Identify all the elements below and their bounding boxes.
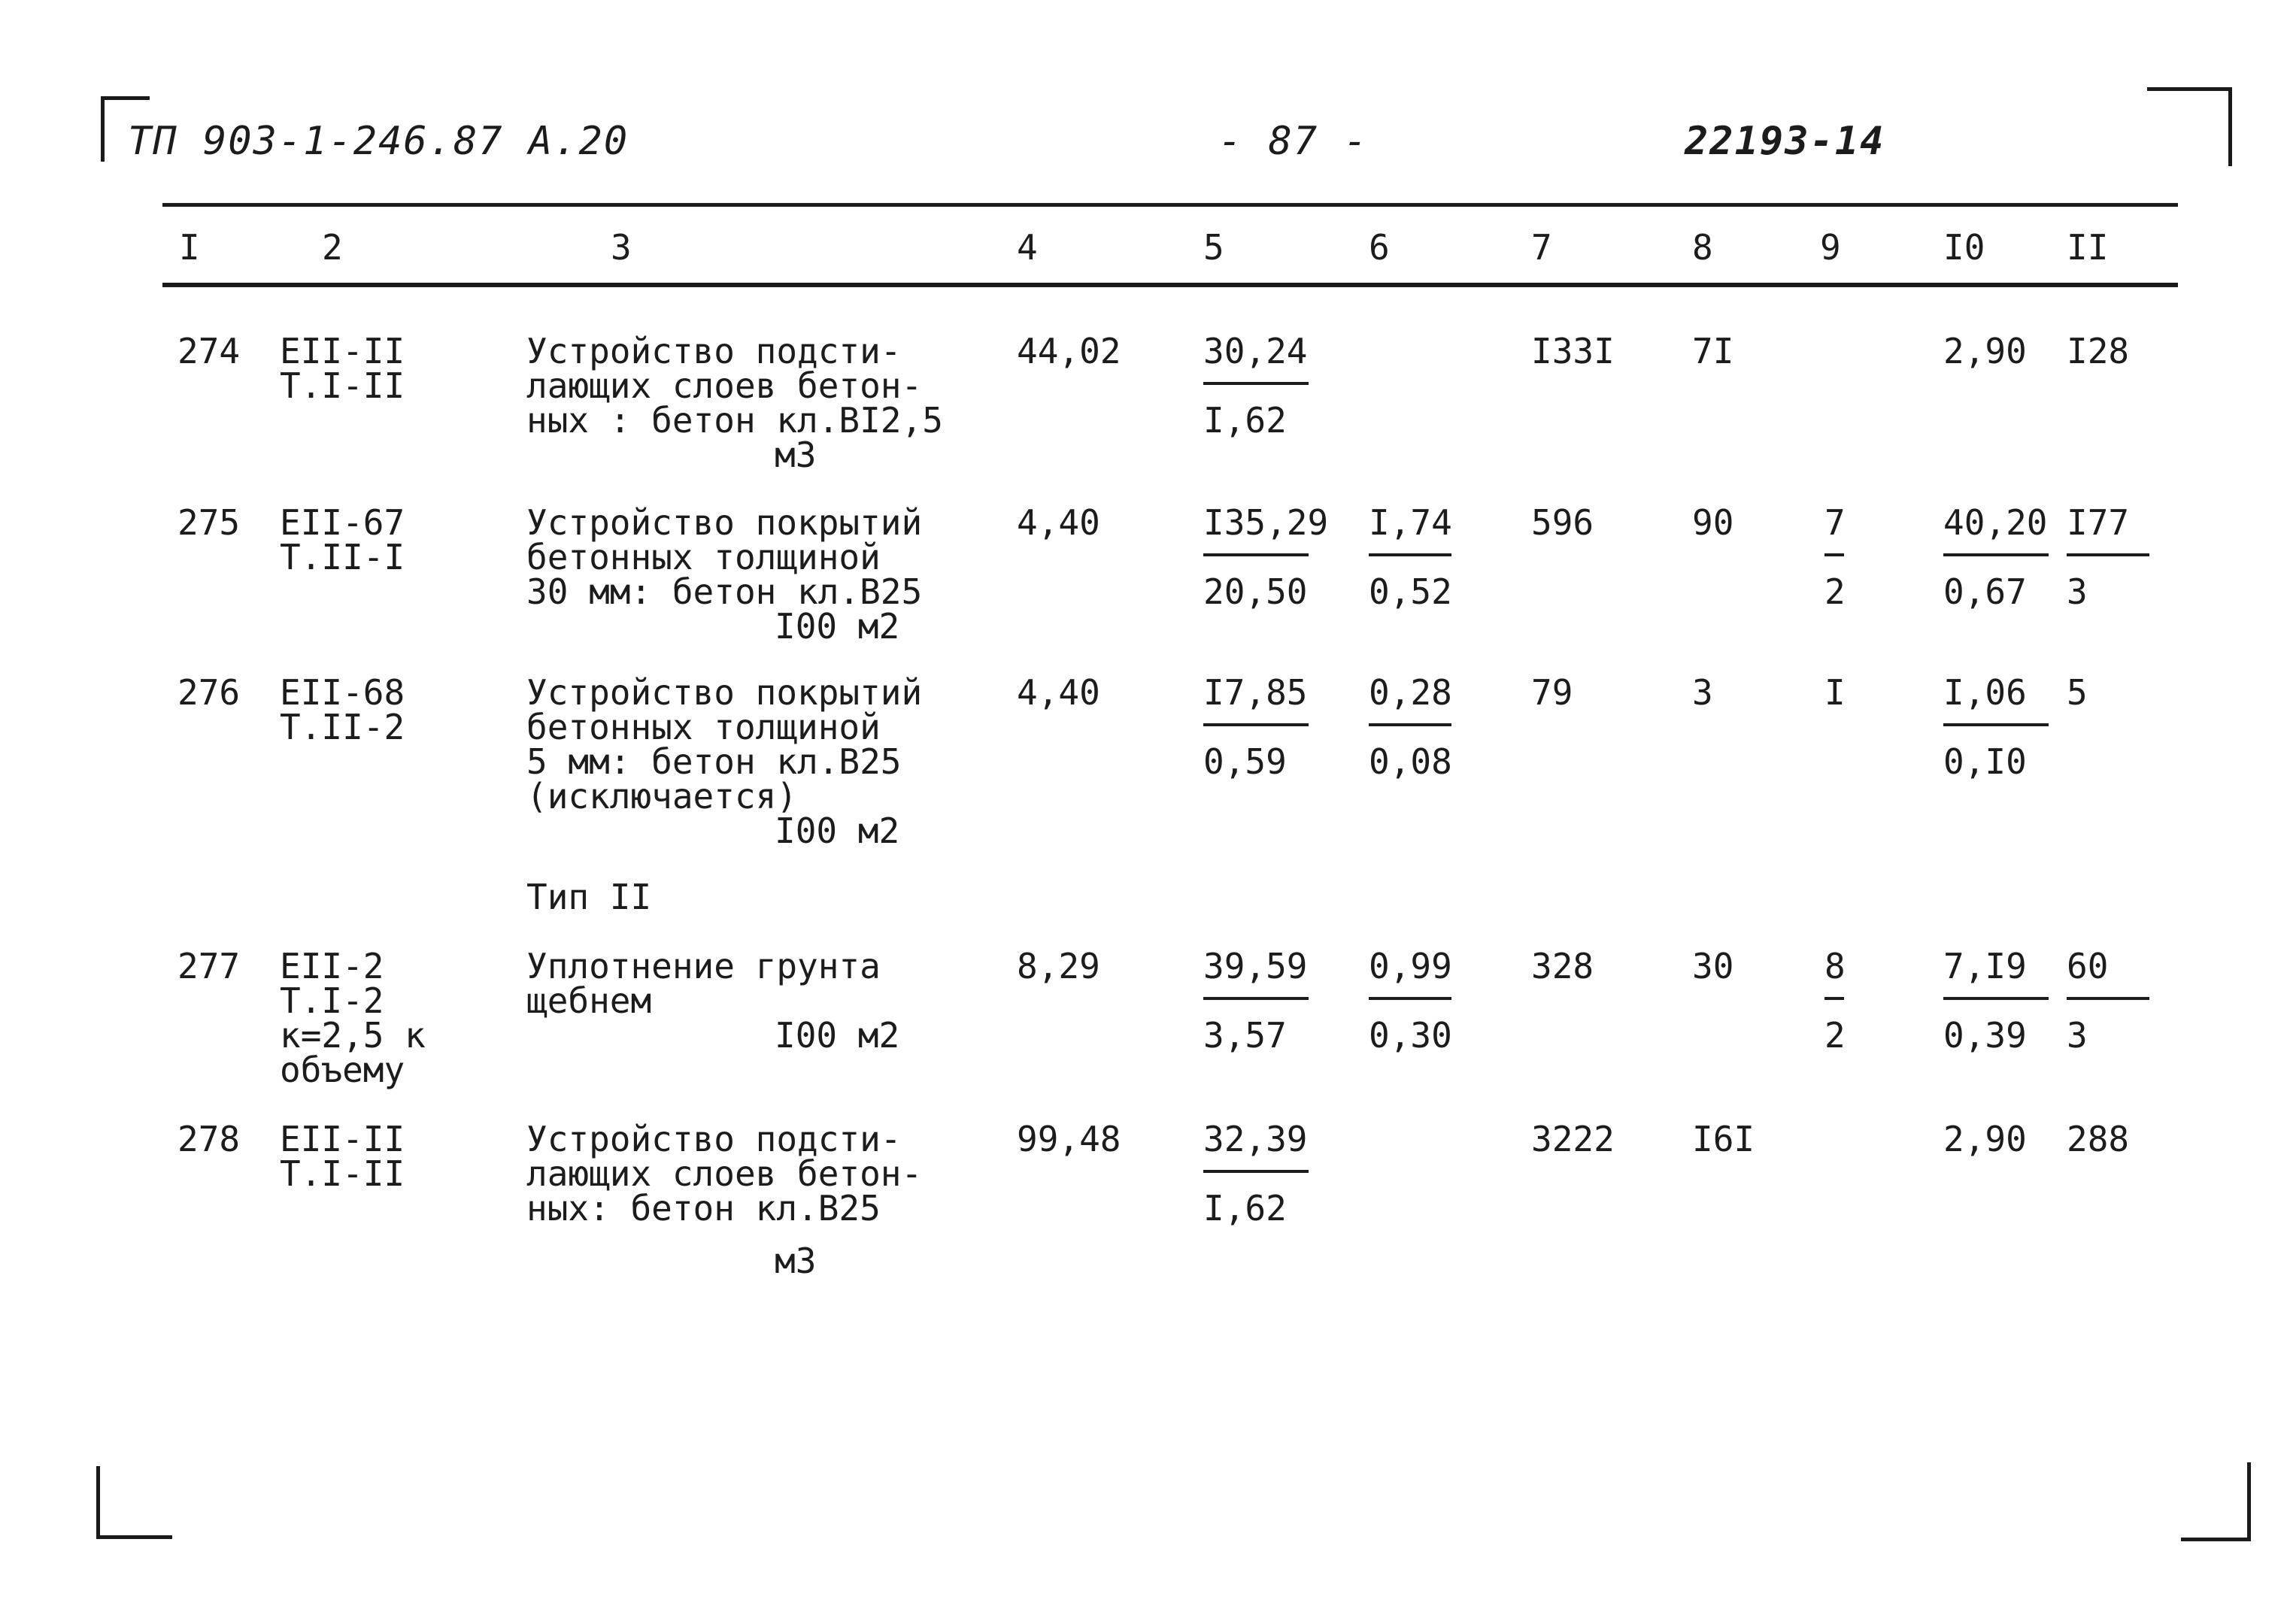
work-description: ных: бетон кл.В25 [526,1188,881,1229]
unit-label: I00 м2 [775,810,900,851]
labor-total-top: 5 [2067,672,2088,713]
corner-mark-top-right [2147,87,2232,166]
column-header: 8 [1692,227,1713,268]
machine-cost-fraction-line [1369,723,1451,726]
operation-cost-top: I [1824,672,1846,713]
quantity-value: 99,48 [1017,1119,1121,1159]
document-number: 22193-14 [1685,119,1885,164]
work-description: Устройство подсти- [526,331,902,371]
column-header: 3 [611,227,632,268]
machine-cost-top: 0,99 [1369,946,1452,986]
labor-total-top: 288 [2067,1119,2130,1159]
work-description: Устройство покрытий [526,672,923,713]
labor-unit-top: 2,90 [1943,331,2027,371]
work-description: 30 мм: бетон кл.В25 [526,571,923,612]
labor-total-top: I77 [2067,502,2130,543]
table-top-rule [162,203,2178,207]
row-number: 277 [177,946,241,986]
machine-cost-fraction-line [1369,997,1451,1000]
norm-code: ЕII-2 [280,946,384,986]
operation-cost-top: 7 [1824,502,1846,543]
unit-label: м3 [775,1241,817,1281]
wage-cost: 7I [1692,331,1734,371]
labor-total-top: I28 [2067,331,2130,371]
row-number: 278 [177,1119,241,1159]
machine-cost-bottom: 0,08 [1369,741,1452,782]
column-header: 9 [1820,227,1841,268]
unit-cost-top: 32,39 [1203,1119,1308,1159]
operation-cost-fraction-line [1824,997,1844,1000]
unit-cost-fraction-line [1203,723,1309,726]
unit-label: I00 м2 [775,1015,900,1056]
column-header: 2 [322,227,343,268]
labor-unit-fraction-line [1943,553,2049,556]
row-number: 275 [177,502,241,543]
total-cost: 79 [1531,672,1573,713]
unit-cost-bottom: I,62 [1203,400,1287,441]
unit-cost-top: 39,59 [1203,946,1308,986]
unit-cost-bottom: 0,59 [1203,741,1287,782]
wage-cost: 3 [1692,672,1713,713]
quantity-value: 8,29 [1017,946,1100,986]
norm-code: Т.II-2 [280,707,405,747]
column-header: 7 [1531,227,1552,268]
work-description: ных : бетон кл.ВI2,5 [526,400,943,441]
labor-unit-top: I,06 [1943,672,2027,713]
section-label: Тип II [526,877,652,917]
unit-label: I00 м2 [775,606,900,647]
norm-code: Т.II-I [280,537,405,577]
machine-cost-bottom: 0,52 [1369,571,1452,612]
unit-cost-top: 30,24 [1203,331,1308,371]
total-cost: 328 [1531,946,1594,986]
unit-cost-top: I35,29 [1203,502,1329,543]
labor-total-fraction-line [2067,997,2149,1000]
unit-cost-fraction-line [1203,553,1309,556]
unit-cost-bottom: 3,57 [1203,1015,1287,1056]
unit-cost-fraction-line [1203,1170,1309,1173]
machine-cost-top: I,74 [1369,502,1452,543]
work-description: Уплотнение грунта [526,946,881,986]
wage-cost: 90 [1692,502,1734,543]
operation-cost-bottom: 2 [1824,1015,1846,1056]
norm-code: Т.I-II [280,365,405,406]
unit-cost-bottom: I,62 [1203,1188,1287,1229]
norm-code: ЕII-67 [280,502,405,543]
labor-unit-top: 7,I9 [1943,946,2027,986]
total-cost: 596 [1531,502,1594,543]
corner-mark-bottom-left [96,1466,172,1539]
unit-cost-fraction-line [1203,382,1309,385]
column-header: I [179,227,200,268]
operation-cost-bottom: 2 [1824,571,1846,612]
column-header: II [2067,227,2109,268]
work-description: бетонных толщиной [526,707,881,747]
labor-unit-bottom: 0,I0 [1943,741,2027,782]
unit-cost-fraction-line [1203,997,1309,1000]
quantity-value: 44,02 [1017,331,1121,371]
labor-total-bottom: 3 [2067,571,2088,612]
row-number: 274 [177,331,241,371]
norm-code: ЕII-68 [280,672,405,713]
unit-cost-top: I7,85 [1203,672,1308,713]
document-code: ТП 903-1-246.87 А.20 [128,119,629,164]
work-description: 5 мм: бетон кл.В25 [526,741,902,782]
labor-total-fraction-line [2067,553,2149,556]
machine-cost-bottom: 0,30 [1369,1015,1452,1056]
unit-label: м3 [775,435,817,475]
row-number: 276 [177,672,241,713]
unit-cost-bottom: 20,50 [1203,571,1308,612]
labor-unit-top: 2,90 [1943,1119,2027,1159]
total-cost: 3222 [1531,1119,1615,1159]
column-header: I0 [1943,227,1985,268]
work-description: щебнем [526,980,652,1021]
work-description: (исключается) [526,776,798,817]
machine-cost-fraction-line [1369,553,1451,556]
wage-cost: 30 [1692,946,1734,986]
column-header: 6 [1369,227,1390,268]
work-description: лающих слоев бетон- [526,1153,923,1194]
labor-total-bottom: 3 [2067,1015,2088,1056]
operation-cost-fraction-line [1824,553,1844,556]
work-description: Устройство подсти- [526,1119,902,1159]
corner-mark-bottom-right [2181,1462,2251,1541]
total-cost: I33I [1531,331,1615,371]
operation-cost-top: 8 [1824,946,1846,986]
table-header-rule [162,283,2178,287]
labor-unit-fraction-line [1943,723,2049,726]
norm-code: к=2,5 к [280,1015,426,1056]
work-description: Устройство покрытий [526,502,923,543]
labor-unit-bottom: 0,39 [1943,1015,2027,1056]
norm-code: Т.I-II [280,1153,405,1194]
work-description: бетонных толщиной [526,537,881,577]
norm-code: объему [280,1050,405,1090]
norm-code: Т.I-2 [280,980,384,1021]
column-header: 5 [1203,227,1224,268]
page-number: - 87 - [1218,119,1369,164]
work-description: лающих слоев бетон- [526,365,923,406]
wage-cost: I6I [1692,1119,1755,1159]
norm-code: ЕII-II [280,1119,405,1159]
labor-unit-top: 40,20 [1943,502,2048,543]
labor-total-top: 60 [2067,946,2109,986]
labor-unit-fraction-line [1943,997,2049,1000]
labor-unit-bottom: 0,67 [1943,571,2027,612]
machine-cost-top: 0,28 [1369,672,1452,713]
norm-code: ЕII-II [280,331,405,371]
quantity-value: 4,40 [1017,672,1100,713]
column-header: 4 [1017,227,1038,268]
quantity-value: 4,40 [1017,502,1100,543]
